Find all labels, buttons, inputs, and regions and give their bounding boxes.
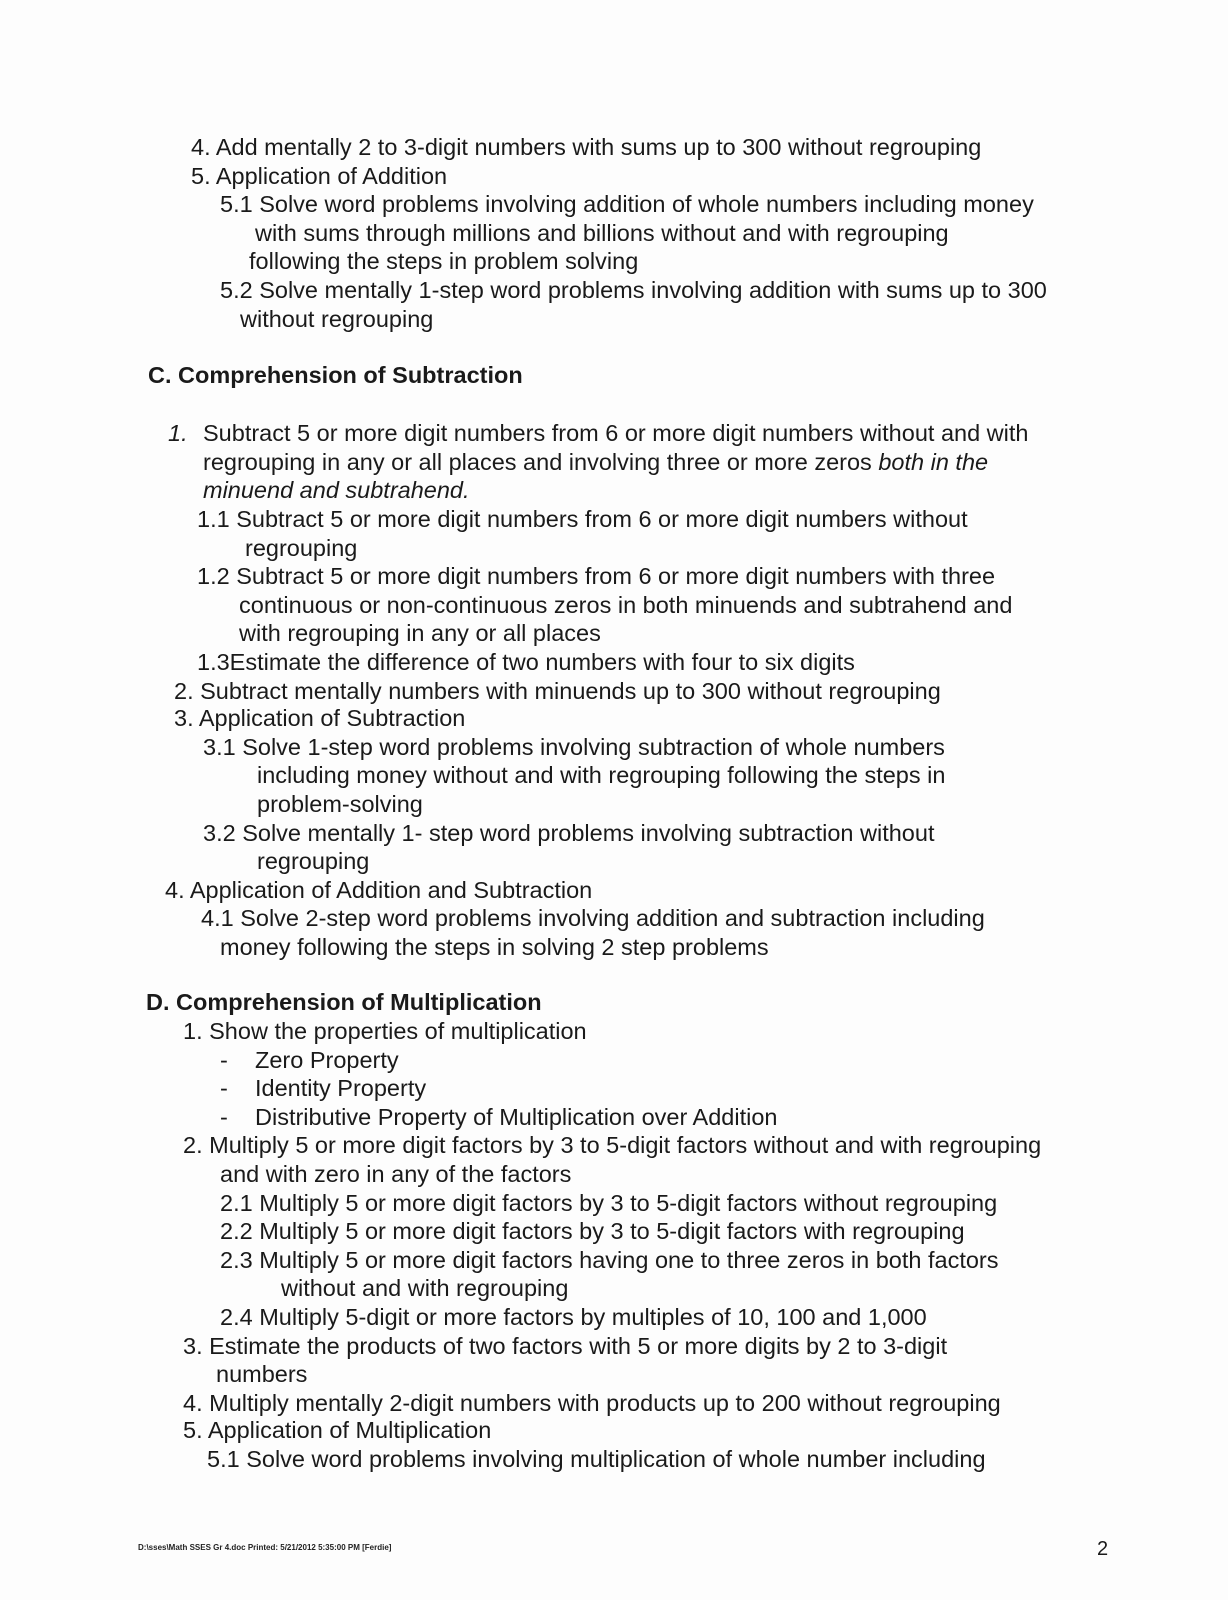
bullet-dash: -: [220, 1104, 228, 1130]
text-line: 4. Application of Addition and Subtraction: [165, 877, 593, 903]
text-line: 4. Multiply mentally 2-digit numbers with products up to 200 without regrouping: [183, 1390, 1001, 1416]
text-line: regrouping: [257, 848, 370, 874]
text-line: without regrouping: [240, 306, 434, 332]
text-line: 2.1 Multiply 5 or more digit factors by 3 to 5-digit factors without regrouping: [220, 1190, 998, 1216]
text-line: 2.2 Multiply 5 or more digit factors by 3 to 5-digit factors with regrouping: [220, 1218, 965, 1244]
text-line: with regrouping in any or all places: [239, 620, 601, 646]
item-number: 1.: [168, 420, 188, 446]
text-line: 1.3Estimate the difference of two numbers with four to six digits: [197, 649, 855, 675]
text-line: 2. Subtract mentally numbers with minuends up to 300 without regrouping: [174, 678, 941, 704]
text-line: Identity Property: [255, 1075, 427, 1101]
text-line: [203, 448, 988, 476]
footer-file-path: D:\sses\Math SSES Gr 4.doc Printed: 5/21/2012 5:35:00 PM [Ferdie]: [138, 1543, 392, 1552]
text-line: continuous or non-continuous zeros in both minuends and subtrahend and: [239, 592, 1013, 618]
text-line: 1.2 Subtract 5 or more digit numbers from 6 or more digit numbers with three: [197, 563, 996, 589]
text-line: 5.1 Solve word problems involving addition of whole numbers including money: [220, 191, 1034, 217]
bullet-dash: -: [220, 1075, 228, 1101]
text-line: 3. Estimate the products of two factors with 5 or more digits by 2 to 3-digit: [183, 1333, 948, 1359]
text-line: including money without and with regrouping following the steps in: [257, 762, 946, 788]
text-line: numbers: [216, 1361, 308, 1387]
text-line: with sums through millions and billions without and with regrouping: [255, 220, 949, 246]
text-line: minuend and subtrahend.: [203, 477, 470, 503]
text-line: Zero Property: [255, 1047, 399, 1073]
text-line: 3. Application of Subtraction: [174, 705, 466, 731]
text-line: Distributive Property of Multiplication over Addition: [255, 1104, 778, 1130]
text-line: Subtract 5 or more digit numbers from 6 or more digit numbers without and with: [203, 420, 1029, 446]
text-line: 3.2 Solve mentally 1- step word problems involving subtraction without: [203, 820, 935, 846]
text-line: 4.1 Solve 2-step word problems involving addition and subtraction including: [201, 905, 985, 931]
text-span: regrouping in any or all places and involving three or more zeros: [203, 449, 879, 475]
section-d-heading: D. Comprehension of Multiplication: [146, 989, 542, 1015]
text-line: regrouping: [245, 535, 358, 561]
text-line: 2. Multiply 5 or more digit factors by 3 to 5-digit factors without and with regrouping: [183, 1132, 1042, 1158]
text-line: 4. Add mentally 2 to 3-digit numbers with sums up to 300 without regrouping: [191, 134, 982, 160]
text-line: 2.3 Multiply 5 or more digit factors having one to three zeros in both factors: [220, 1247, 999, 1273]
text-line: without and with regrouping: [281, 1275, 569, 1301]
text-line: and with zero in any of the factors: [220, 1161, 572, 1187]
text-line: 2.4 Multiply 5-digit or more factors by multiples of 10, 100 and 1,000: [220, 1304, 927, 1330]
text-line: 5. Application of Multiplication: [183, 1417, 492, 1443]
text-line: following the steps in problem solving: [249, 248, 639, 274]
italic-span: both in the: [878, 449, 989, 475]
text-line: problem-solving: [257, 791, 423, 817]
text-line: 3.1 Solve 1-step word problems involving subtraction of whole numbers: [203, 734, 945, 760]
text-line: 5.2 Solve mentally 1-step word problems involving addition with sums up to 300: [220, 277, 1047, 303]
text-line: 1. Show the properties of multiplication: [183, 1018, 587, 1044]
text-line: 5.1 Solve word problems involving multiplication of whole number including: [207, 1446, 986, 1472]
section-c-heading: C. Comprehension of Subtraction: [148, 362, 523, 388]
page-number: 2: [1097, 1538, 1109, 1560]
text-line: money following the steps in solving 2 step problems: [220, 934, 769, 960]
text-line: 1.1 Subtract 5 or more digit numbers from 6 or more digit numbers without: [197, 506, 968, 532]
bullet-dash: -: [220, 1047, 228, 1073]
text-line: 5. Application of Addition: [191, 163, 448, 189]
